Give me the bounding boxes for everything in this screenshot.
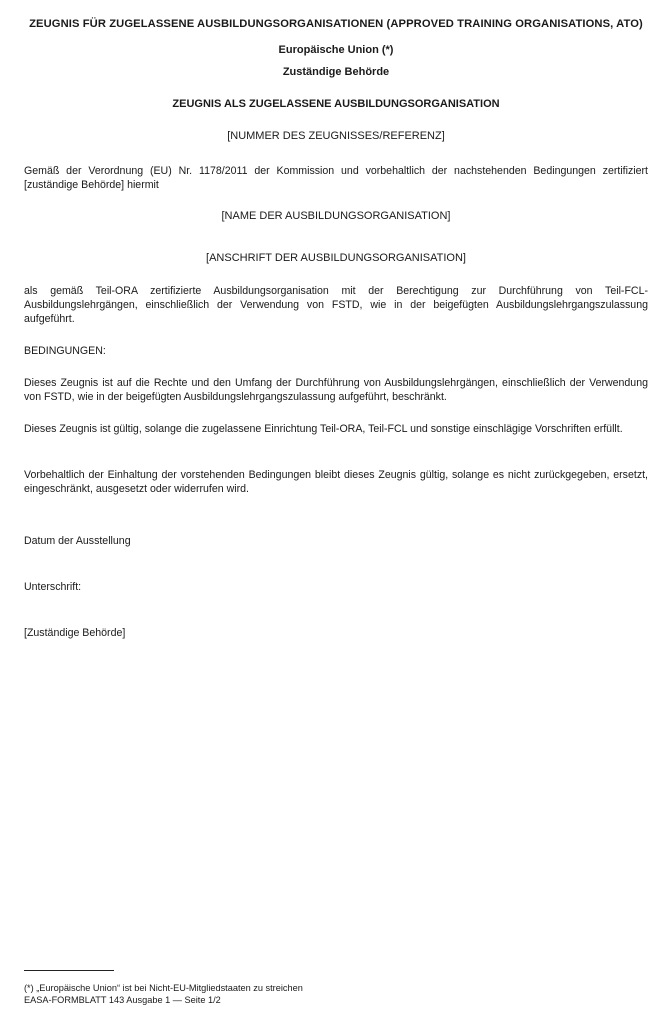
conditions-label: BEDINGUNGEN: — [24, 345, 106, 357]
form-identifier: EASA-FORMBLATT 143 Ausgabe 1 — Seite 1/2 — [24, 995, 221, 1005]
signature-label: Unterschrift: — [24, 581, 82, 593]
certificate-number-placeholder: [NUMMER DES ZEUGNISSES/REFERENZ] — [227, 130, 445, 142]
authority-placeholder: [Zuständige Behörde] — [24, 627, 126, 639]
condition-2-paragraph: Dieses Zeugnis ist gültig, solange die zugelassene Einrichtung Teil-ORA, Teil-FCL und sonstige einschlägige Vorschriften erfüllt. — [24, 423, 623, 435]
condition-1-paragraph: Dieses Zeugnis ist auf die Rechte und den Umfang der Durchführung von Ausbildungslehrgängen, einschließlich der Verwendung von FSTD, wie in der beigefügten Ausbildungslehrgangszulassung aufgeführt, beschränkt. — [24, 377, 648, 403]
certificate-heading: ZEUGNIS ALS ZUGELASSENE AUSBILDUNGSORGANISATION — [172, 98, 500, 110]
footnote-divider — [24, 970, 114, 971]
union-line: Europäische Union (*) — [278, 44, 394, 56]
document-title: ZEUGNIS FÜR ZUGELASSENE AUSBILDUNGSORGANISATIONEN (APPROVED TRAINING ORGANISATIONS, ATO) — [29, 18, 643, 30]
condition-3-paragraph: Vorbehaltlich der Einhaltung der vorstehenden Bedingungen bleibt dieses Zeugnis gültig, solange es nicht zurückgegeben, ersetzt, eingeschränkt, ausgesetzt oder widerrufen wird. — [24, 469, 648, 495]
authority-line: Zuständige Behörde — [282, 66, 390, 78]
certification-paragraph: als gemäß Teil-ORA zertifizierte Ausbildungsorganisation mit der Berechtigung zur Durchführung von Teil-FCL-Ausbildungslehrgängen, einschließlich der Verwendung von FSTD, wie in der beigefügten Ausbildungslehrgangszulassung aufgeführt. — [24, 285, 648, 325]
issue-date-label: Datum der Ausstellung — [24, 535, 131, 547]
intro-paragraph: Gemäß der Verordnung (EU) Nr. 1178/2011 der Kommission und vorbehaltlich der nachstehenden Bedingungen zertifiziert [zuständige Behörde] hiermit — [24, 165, 648, 191]
organisation-address-placeholder: [ANSCHRIFT DER AUSBILDUNGSORGANISATION] — [206, 252, 466, 264]
footnote-text: (*) „Europäische Union“ ist bei Nicht-EU-Mitgliedstaaten zu streichen — [24, 983, 303, 993]
organisation-name-placeholder: [NAME DER AUSBILDUNGSORGANISATION] — [221, 210, 451, 222]
